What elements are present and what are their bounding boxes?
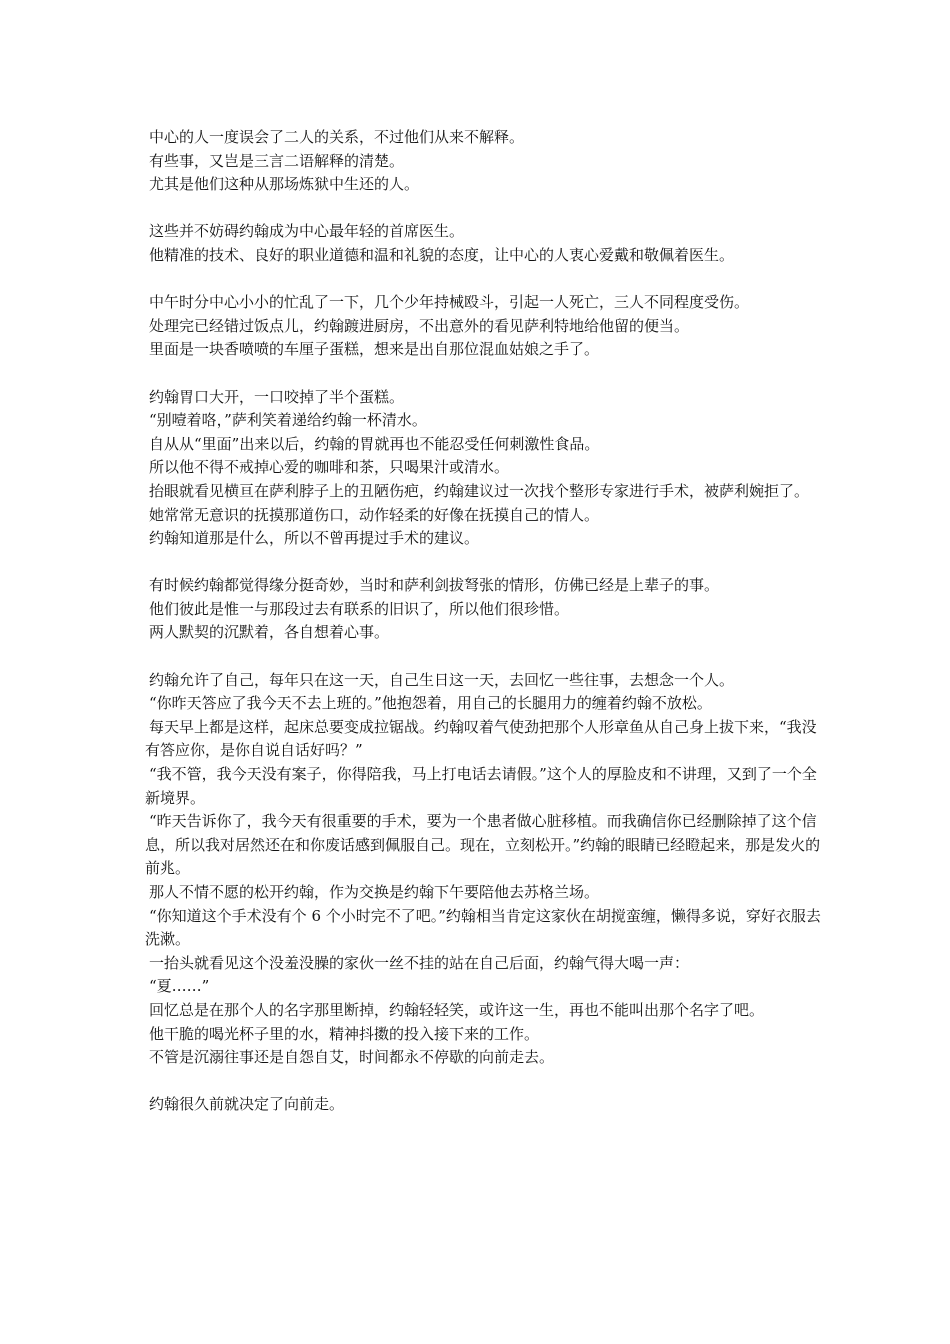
text-line: 他精准的技术、良好的职业道德和温和礼貌的态度，让中心的人衷心爱戴和敬佩着医生。 [149, 245, 735, 264]
text-line: “别噎着咯，”萨利笑着递给约翰一杯清水。 [149, 411, 427, 430]
text-line: “你知道这个手术没有个 6 个小时完不了吧。”约翰相当肯定这家伙在胡搅蛮缠，懒得多说，穿好衣服去洗漱。 [145, 906, 821, 949]
text-line: 回忆总是在那个人的名字那里断掉，约翰轻轻笑，或许这一生，再也不能叫出那个名字了吧。 [149, 1000, 765, 1019]
text-line: 两人默契的沉默着，各自想着心事。 [149, 623, 390, 642]
text-line: 约翰很久前就决定了向前走。 [149, 1095, 345, 1114]
paragraph-gap [145, 1070, 825, 1094]
text-line: 他干脆的喝光杯子里的水，精神抖擞的投入接下来的工作。 [149, 1024, 540, 1043]
text-line: “昨天告诉你了，我今天有很重要的手术，要为一个患者做心脏移植。而我确信你已经删除掉了这个信息，所以我对居然还在和你废话感到佩服自己。现在，立刻松开。”约翰的眼睛已经瞪起来，那是发火的前兆。 [145, 812, 821, 878]
text-line: “我不管，我今天没有案子，你得陪我，马上打电话去请假。”这个人的厚脸皮和不讲理，又到了一个全新境界。 [145, 765, 817, 807]
text-line: 不管是沉溺往事还是自怨自艾，时间都永不停歇的向前走去。 [149, 1048, 555, 1067]
text-line: 有时候约翰都觉得缘分挺奇妙，当时和萨利剑拔弩张的情形，仿佛已经是上辈子的事。 [149, 576, 720, 595]
text-line: 一抬头就看见这个没羞没臊的家伙一丝不挂的站在自己后面，约翰气得大喝一声： [149, 953, 690, 972]
document-body [145, 126, 825, 1117]
text-line: 中心的人一度误会了二人的关系，不过他们从来不解释。 [149, 128, 525, 146]
paragraph-gap [145, 645, 825, 669]
paragraph-gap [145, 268, 825, 292]
text-line: 她常常无意识的抚摸那道伤口，动作轻柔的好像在抚摸自己的情人。 [149, 505, 600, 524]
paragraph-gap [145, 551, 825, 575]
text-line: 这些并不妨碍约翰成为中心最年轻的首席医生。 [149, 222, 465, 241]
text-line: “夏……” [149, 977, 210, 996]
text-line: 有些事，又岂是三言二语解释的清楚。 [149, 151, 405, 170]
text-line: 所以他不得不戒掉心爱的咖啡和茶，只喝果汁或清水。 [149, 458, 510, 477]
text-line: 约翰知道那是什么，所以不曾再提过手术的建议。 [149, 529, 480, 548]
text-line: “你昨天答应了我今天不去上班的。”他抱怨着，用自己的长腿用力的缠着约翰不放松。 [149, 694, 712, 713]
text-line: 处理完已经错过饭点儿，约翰踱进厨房，不出意外的看见萨利特地给他留的便当。 [149, 316, 690, 335]
paragraph-gap [145, 197, 825, 221]
text-line: 那人不情不愿的松开约翰，作为交换是约翰下午要陪他去苏格兰场。 [149, 883, 600, 901]
text-line: 自从从“里面”出来以后，约翰的胃就再也不能忍受任何刺激性食品。 [149, 434, 600, 453]
text-line: 尤其是他们这种从那场炼狱中生还的人。 [149, 175, 420, 194]
paragraph-gap [145, 362, 825, 386]
text-line: 约翰胃口大开，一口咬掉了半个蛋糕。 [149, 387, 405, 406]
text-line: 中午时分中心小小的忙乱了一下，几个少年持械殴斗，引起一人死亡，三人不同程度受伤。 [149, 293, 750, 312]
text-line: 约翰允许了自己，每年只在这一天，自己生日这一天，去回忆一些往事，去想念一个人。 [149, 670, 735, 689]
text-line: 每天早上都是这样，起床总要变成拉锯战。约翰叹着气使劲把那个人形章鱼从自己身上拔下来，“我没有答应你，是你自说自话好吗？” [145, 717, 817, 760]
text-line: 抬眼就看见横亘在萨利脖子上的丑陋伤疤，约翰建议过一次找个整形专家进行手术，被萨利婉拒了。 [149, 481, 810, 500]
text-line: 里面是一块香喷喷的车厘子蛋糕，想来是出自那位混血姑娘之手了。 [149, 340, 600, 359]
text-line: 他们彼此是惟一与那段过去有联系的旧识了，所以他们很珍惜。 [149, 599, 570, 618]
